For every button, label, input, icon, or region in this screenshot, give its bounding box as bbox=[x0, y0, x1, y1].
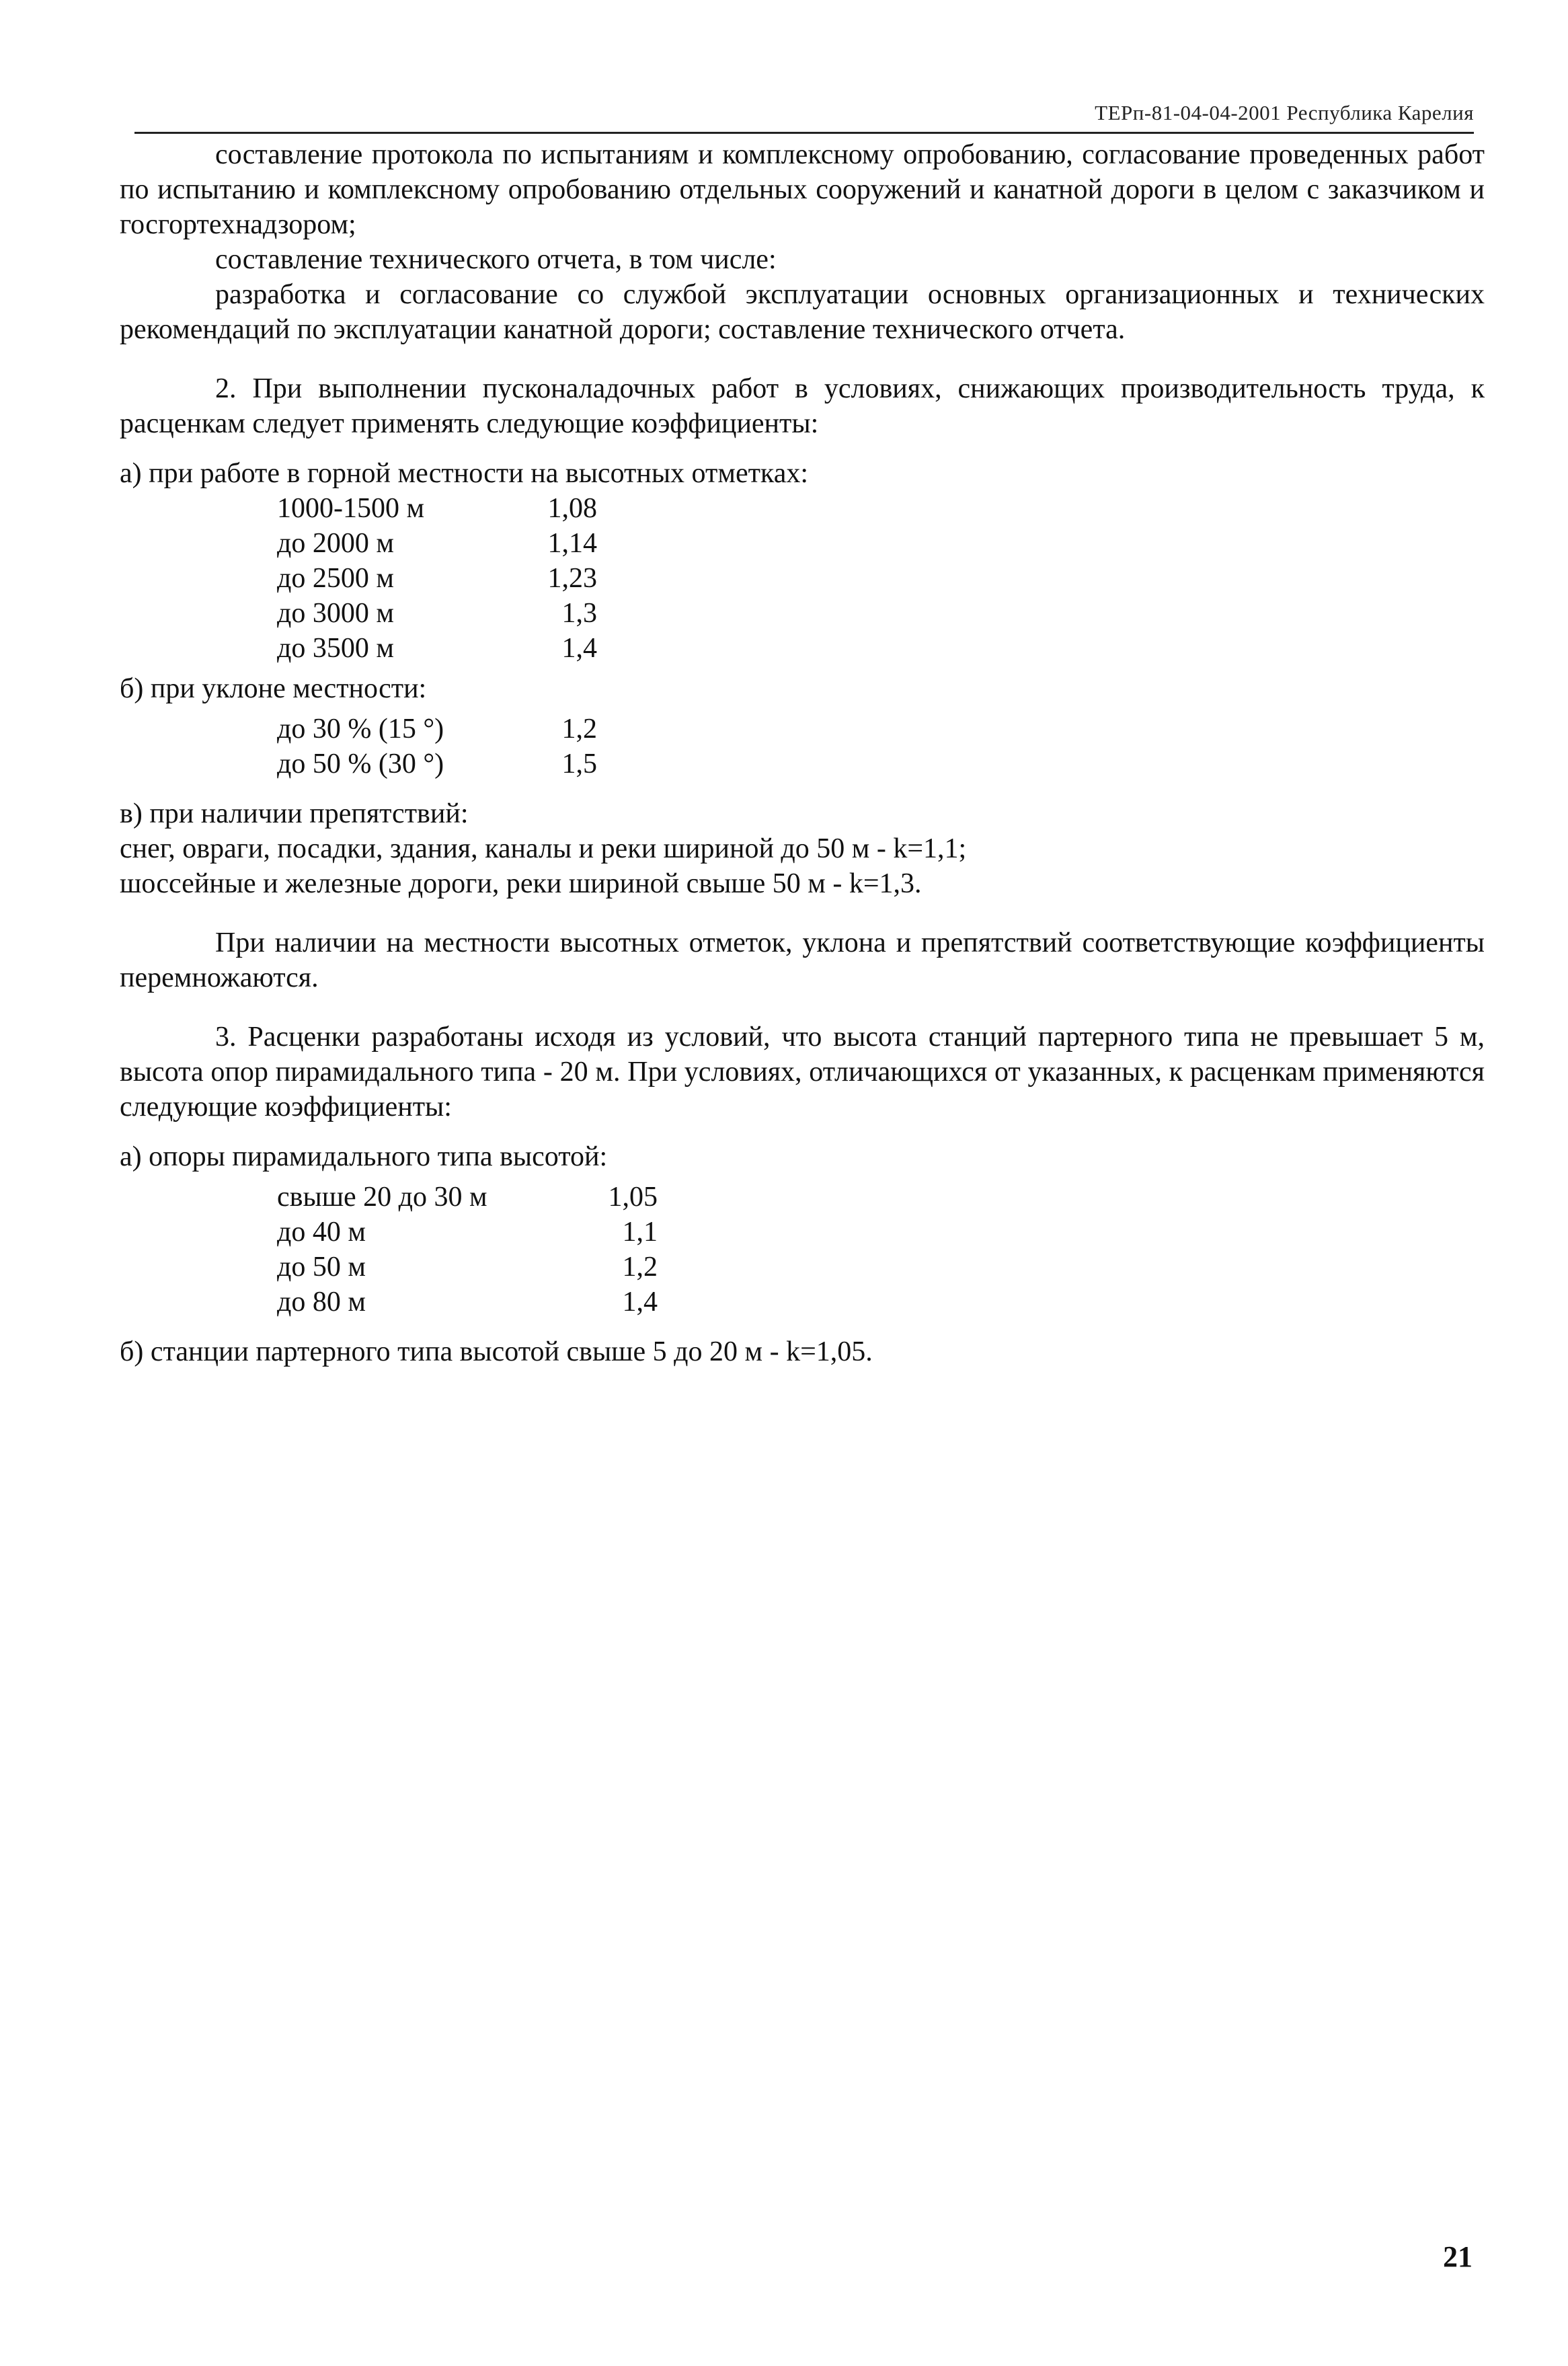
table-row bbox=[277, 1215, 658, 1250]
table-row bbox=[277, 712, 597, 747]
altitude-label: до 3500 м bbox=[277, 633, 394, 664]
altitude-value: 1,14 bbox=[547, 528, 597, 559]
pyramid-label: свыше 20 до 30 м bbox=[277, 1182, 487, 1213]
paragraph-clause-3: 3. Расценки разработаны исходя из условий, что высота станций партерного типа не превышает 5 м, высота опор пирамидального типа - 20 м. При условиях, отличающихся от указанных, к расценкам применяются следующие коэффициенты: bbox=[120, 1022, 1485, 1122]
table-row bbox=[277, 1285, 658, 1320]
page-number: 21 bbox=[1443, 2240, 1473, 2273]
document-body bbox=[120, 137, 1485, 1369]
slope-coefficient-table bbox=[277, 712, 597, 781]
paragraph-report: составление технического отчета, в том числе: bbox=[215, 244, 777, 275]
heading-altitude: а) при работе в горной местности на высотных отметках: bbox=[120, 458, 809, 489]
altitude-label: до 2500 м bbox=[277, 563, 394, 594]
table-row bbox=[277, 1250, 658, 1285]
altitude-label: до 3000 м bbox=[277, 598, 394, 629]
altitude-coefficient-table bbox=[277, 491, 597, 666]
heading-slope: б) при уклоне местности: bbox=[120, 673, 427, 704]
altitude-label: 1000-1500 м bbox=[277, 493, 425, 524]
pyramid-support-coefficient-table bbox=[277, 1180, 658, 1320]
table-row bbox=[277, 561, 597, 596]
paragraph-station-height: б) станции партерного типа высотой свыше 5 до 20 м - k=1,05. bbox=[120, 1336, 873, 1367]
altitude-value: 1,08 bbox=[547, 493, 597, 524]
pyramid-label: до 80 м bbox=[277, 1287, 366, 1318]
pyramid-label: до 50 м bbox=[277, 1252, 366, 1283]
paragraph-recommendations: разработка и согласование со службой эксплуатации основных организационных и технических рекомендаций по эксплуатации канатной дороги; составление технического отчета. bbox=[120, 279, 1485, 345]
pyramid-value: 1,1 bbox=[622, 1217, 658, 1248]
table-row bbox=[277, 747, 597, 781]
heading-pyramid-supports: а) опоры пирамидального типа высотой: bbox=[120, 1141, 608, 1172]
obstacle-item-small: снег, овраги, посадки, здания, каналы и реки шириной до 50 м - k=1,1; bbox=[120, 833, 967, 864]
paragraph-protocol: составление протокола по испытаниям и комплексному опробованию, согласование проведенных работ по испытанию и комплексному опробованию отдельных сооружений и канатной дороги в целом с заказчиком и госгортехнадзором; bbox=[120, 139, 1485, 240]
slope-label: до 50 % (30 °) bbox=[277, 749, 444, 779]
altitude-value: 1,4 bbox=[561, 633, 597, 664]
slope-label: до 30 % (15 °) bbox=[277, 714, 444, 745]
pyramid-value: 1,2 bbox=[622, 1252, 658, 1283]
table-row bbox=[277, 526, 597, 561]
table-row bbox=[277, 631, 597, 666]
heading-obstacles: в) при наличии препятствий: bbox=[120, 798, 469, 829]
pyramid-value: 1,05 bbox=[608, 1182, 658, 1213]
altitude-label: до 2000 м bbox=[277, 528, 394, 559]
altitude-value: 1,3 bbox=[561, 598, 597, 629]
obstacle-item-large: шоссейные и железные дороги, реки шириной свыше 50 м - k=1,3. bbox=[120, 868, 922, 899]
table-row bbox=[277, 491, 597, 526]
paragraph-multiply: При наличии на местности высотных отметок, уклона и препятствий соответствующие коэффициенты перемножаются. bbox=[120, 927, 1485, 993]
slope-value: 1,2 bbox=[561, 714, 597, 745]
pyramid-label: до 40 м bbox=[277, 1217, 366, 1248]
altitude-value: 1,23 bbox=[547, 563, 597, 594]
running-header: ТЕРп-81-04-04-2001 Республика Карелия bbox=[1095, 101, 1474, 124]
paragraph-clause-2: 2. При выполнении пусконаладочных работ в условиях, снижающих производительность труда, к расценкам следует применять следующие коэффициенты: bbox=[120, 373, 1485, 439]
slope-value: 1,5 bbox=[561, 749, 597, 779]
pyramid-value: 1,4 bbox=[622, 1287, 658, 1318]
header-divider bbox=[134, 132, 1474, 134]
table-row bbox=[277, 1180, 658, 1215]
table-row bbox=[277, 596, 597, 631]
